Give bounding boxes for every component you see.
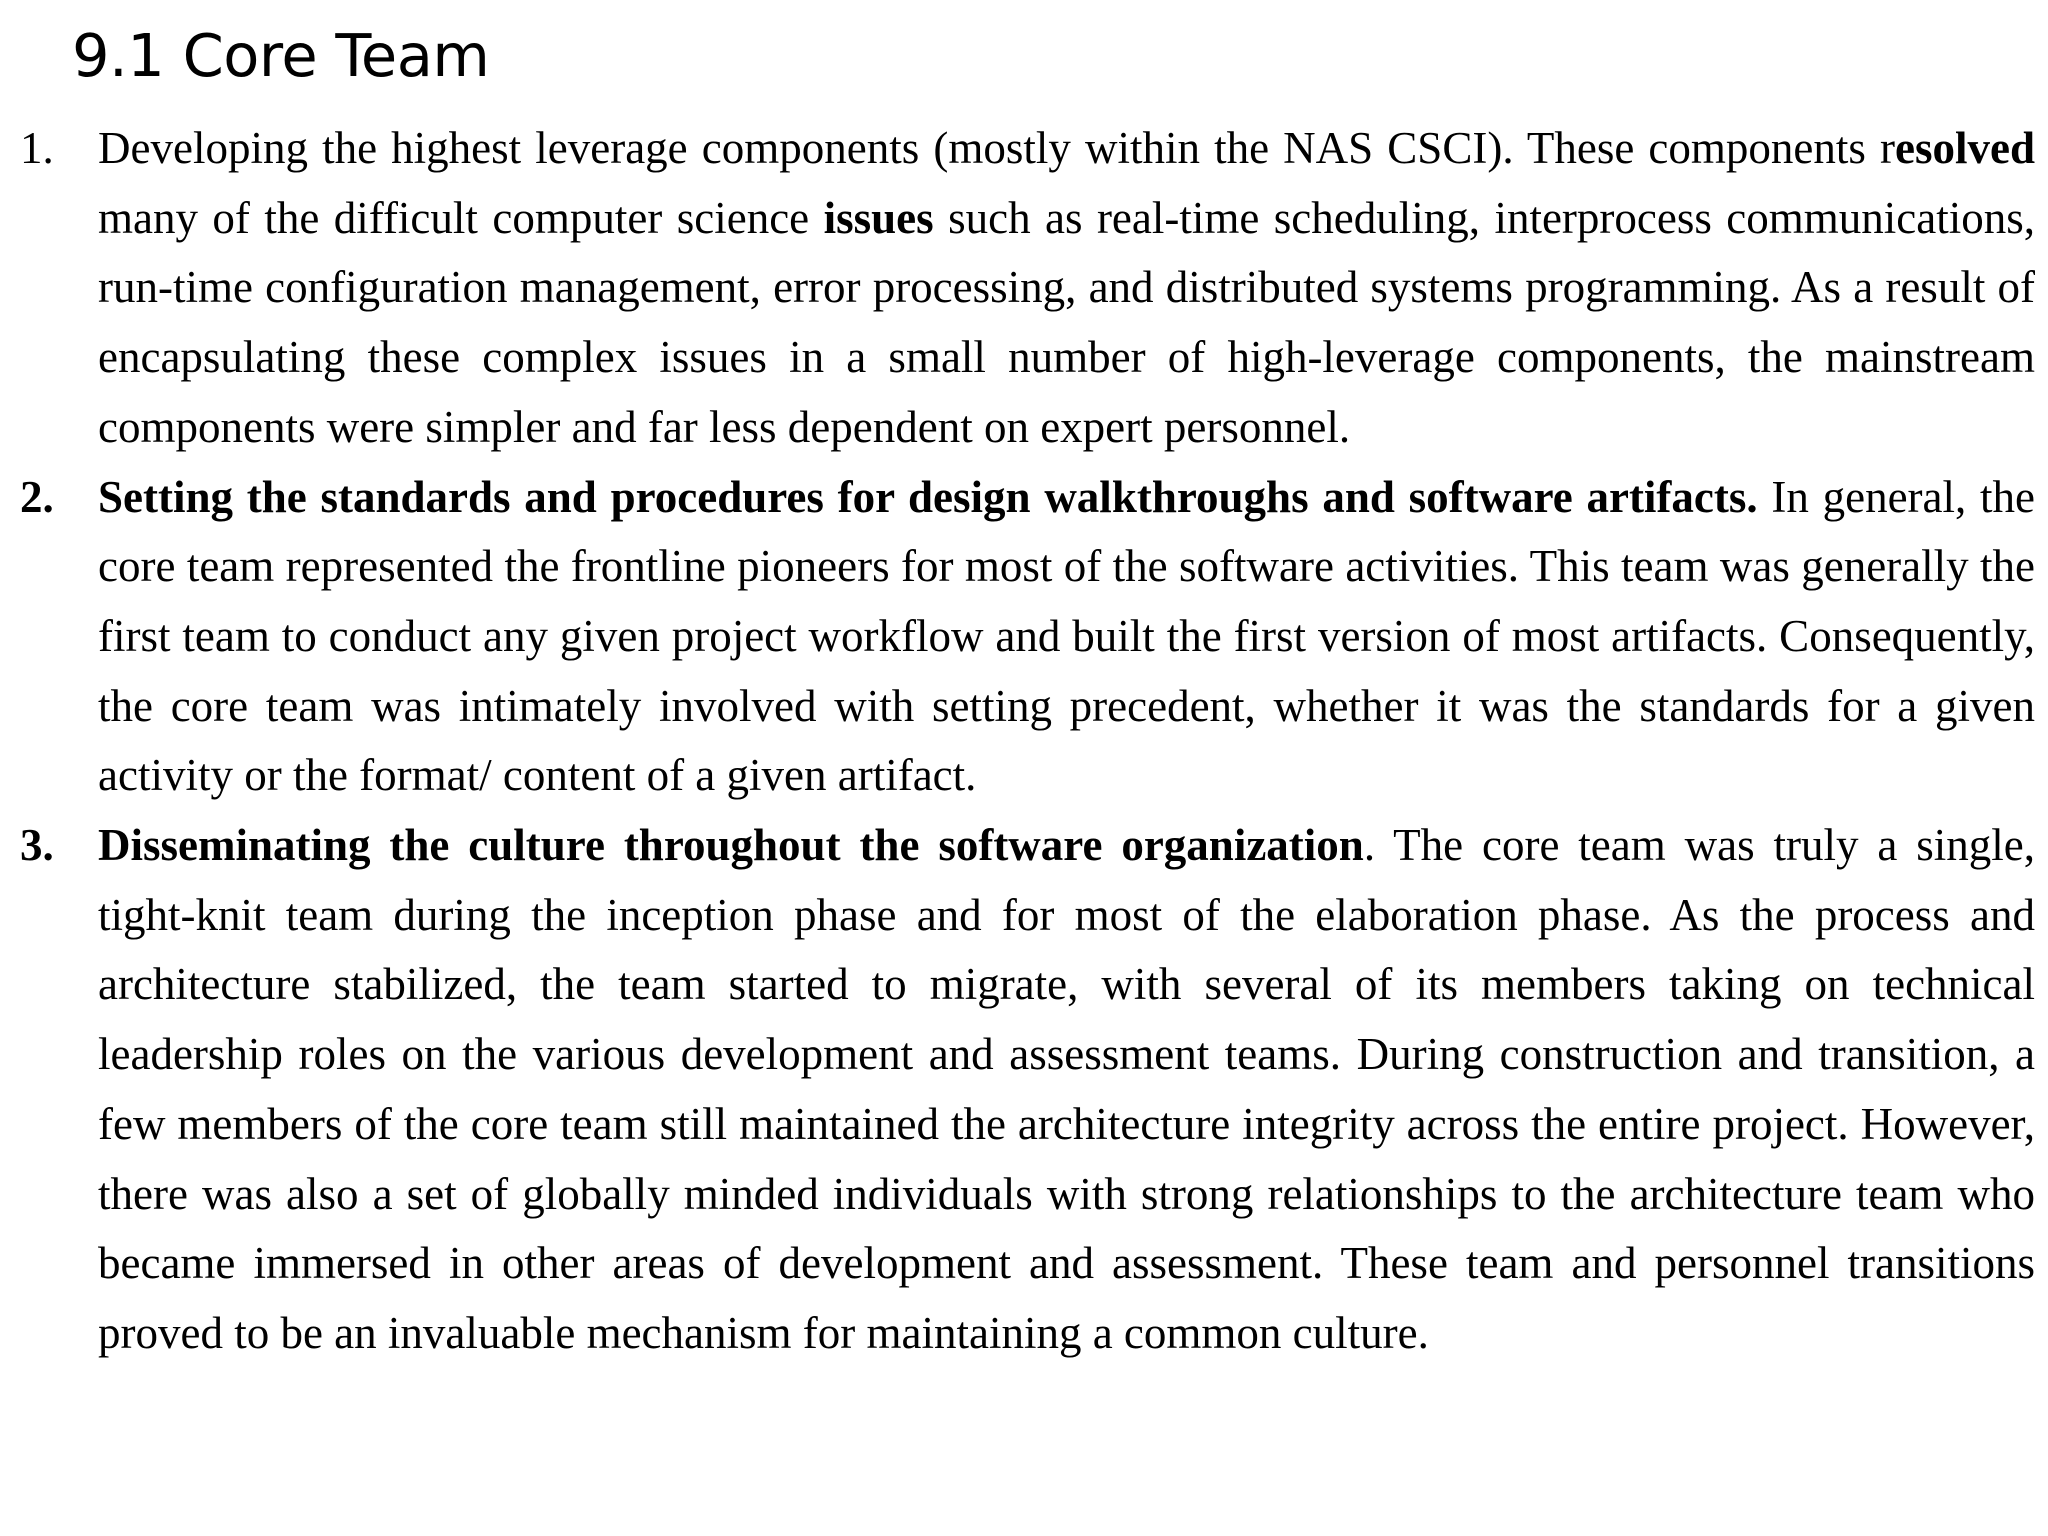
bold-text-run: Setting the standards and procedures for design walkthroughs and software artifacts. xyxy=(98,471,1758,522)
list-item-number: 3. xyxy=(20,820,54,871)
text-run: . The core team was truly a single, tight-knit team during the inception phase and for most of the elaboration phase. As the process and architecture stabilized, the team started to migrate, with several of its members taking on technical leadership roles on the various development and assessment teams. During construction and transition, a few members of the core team still maintained the architecture integrity across the entire project. However, there was also a set of globally minded individuals with strong relationships to the architecture team who became immersed in other areas of development and assessment. These team and personnel transitions proved to be an invaluable mechanism for maintaining a common culture. xyxy=(98,820,2035,1358)
numbered-list xyxy=(0,114,2035,1369)
text-run: many of the difficult computer science xyxy=(98,192,824,243)
text-run: such as real-time scheduling, interprocess communications, run-time configuration management, error processing, and distributed systems programming. As a result of encapsulating these complex issues in a small number of high-leverage components, the mainstream components were simpler and far less dependent on expert personnel. xyxy=(98,192,2036,452)
list-item-number: 2. xyxy=(20,471,54,522)
list-item xyxy=(0,811,2035,1369)
list-item-number: 1. xyxy=(20,123,54,173)
list-item xyxy=(0,463,2035,812)
list-item-text xyxy=(98,811,2035,1369)
page-title: 9.1 Core Team xyxy=(72,21,490,90)
list-item-text xyxy=(98,463,2035,812)
bold-text-run: Disseminating the culture throughout the software organization xyxy=(98,820,1364,871)
text-run: In general, the core team represented the frontline pioneers for most of the software activities. This team was generally the first team to conduct any given project workflow and built the first version of most artifacts. Consequently, the core team was intimately involved with setting precedent, whether it was the standards for a given activity or the format/ content of a given artifact. xyxy=(98,471,2035,801)
text-run: Developing the highest leverage components (mostly within the NAS CSCI). These components r xyxy=(98,123,1895,173)
bold-text-run: esolved xyxy=(1895,123,2035,173)
list-item-text xyxy=(98,114,2035,463)
bold-text-run: issues xyxy=(823,192,934,243)
list-item xyxy=(0,114,2035,463)
